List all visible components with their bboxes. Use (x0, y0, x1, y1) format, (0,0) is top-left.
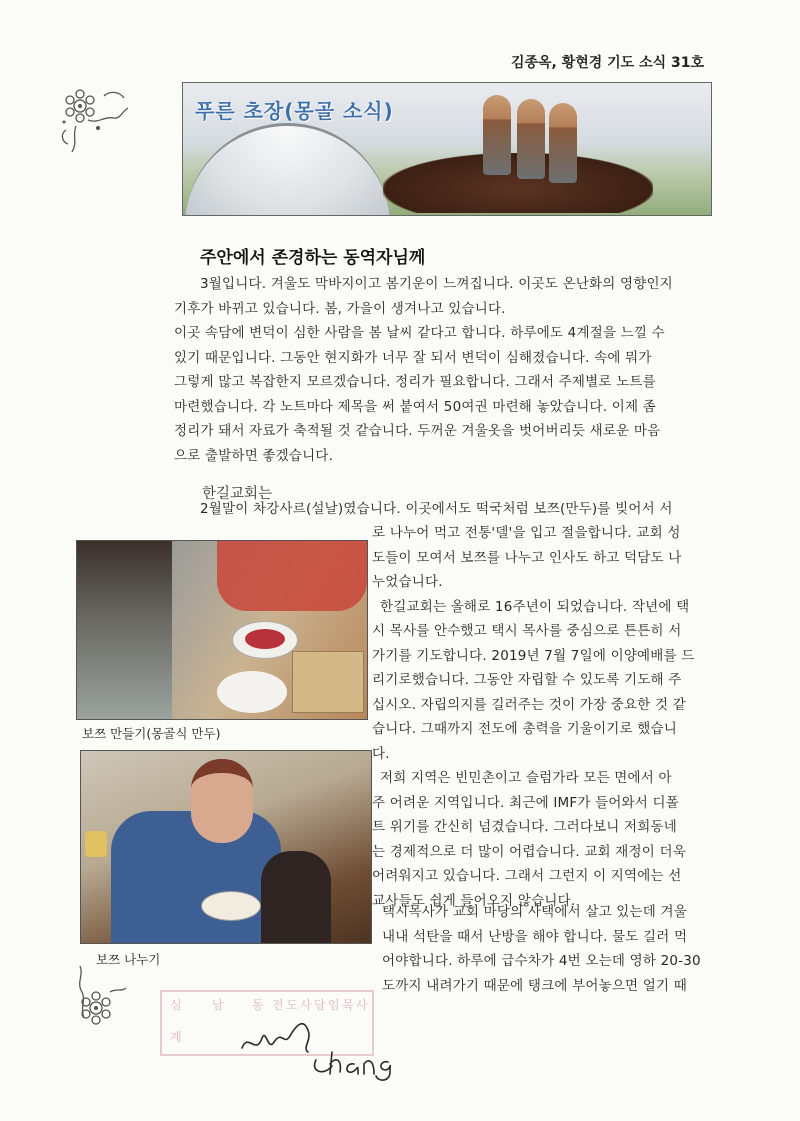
text-line: 가기를 기도합니다. 2019년 7월 7일에 이양예배를 드 (372, 647, 695, 664)
text-line: 2월말이 차강사르(설날)였습니다. 이곳에서도 떡국처럼 보쯔(만두)를 빚어서 서 (200, 501, 673, 517)
text-line: 트 위기를 간신히 넘겼습니다. 그러다보니 저희동네 (372, 819, 678, 835)
stamp-char: 남 (212, 998, 224, 1012)
text-line: 정리가 돼서 자료가 축적될 것 같습니다. 두꺼운 겨울옷을 벗어버리듯 새로운 마음 (174, 423, 661, 439)
stamp-char: 동 (252, 998, 264, 1012)
stamp-char: 사 (356, 998, 368, 1012)
face-shape (191, 759, 253, 843)
newsletter-issue-line: 김종옥, 황현경 기도 소식 31호 (510, 55, 704, 71)
stamp-char: 임 (328, 998, 340, 1012)
dough-plate-shape (217, 671, 287, 713)
text-line: 이곳 속담에 변덕이 심한 사람을 봄 날씨 같다고 합니다. 하루에도 4계절을 느낄 수 (174, 325, 665, 341)
meat-filling-shape (245, 629, 285, 649)
person-shape (77, 541, 172, 719)
text-line: 마련했습니다. 각 노트마다 제목을 써 붙여서 50여권 마련해 놓았습니다. 이제 좀 (174, 398, 656, 415)
text-line: 도들이 모여서 보쯔를 나누고 인사도 하고 덕담도 나 (372, 549, 682, 566)
text-line: 내내 석탄을 때서 난방을 해야 합니다. 물도 길러 먹 (382, 928, 688, 945)
greeting-heading: 주안에서 존경하는 동역자님께 (200, 248, 426, 268)
handwritten-signature (238, 1012, 408, 1082)
floral-ornament-top-icon (58, 86, 128, 156)
stamp-char: 목 (342, 998, 354, 1012)
banner-image (182, 82, 712, 216)
text-line: 리기로했습니다. 그동안 자립할 수 있도록 기도해 주 (372, 672, 682, 688)
red-garment-shape (217, 541, 367, 611)
photo-caption: 보쯔 나누기 (96, 952, 161, 967)
text-line: 3월입니다. 겨울도 막바지이고 봄기운이 느껴집니다. 이곳도 온난화의 영향인지 (200, 276, 673, 292)
stamp-char: 전 (272, 998, 284, 1012)
ger-tent-image (185, 123, 390, 216)
text-line: 십시오. 자립의지를 길러주는 것이 가장 중요한 것 같 (372, 696, 686, 713)
cup-shape (85, 831, 107, 857)
text-line: 는 경제적으로 더 많이 어렵습니다. 교회 재정이 더욱 (372, 843, 686, 860)
text-line: 그렇게 많고 복잡한지 모르겠습니다. 정리가 필요합니다. 그래서 주제별로 노트를 (174, 374, 656, 390)
text-line: 택시목사가 교회 마당의 사택에서 살고 있는데 겨울 (382, 904, 688, 920)
text-line: 기후가 바뀌고 있습니다. 봄, 가을이 생겨나고 있습니다. (174, 300, 506, 317)
photo-caption: 보쯔 만들기(몽골식 만두) (82, 726, 221, 741)
church-column-text (372, 521, 712, 913)
stamp-char: 심 (170, 998, 182, 1012)
stamp-char: 계 (170, 1030, 182, 1044)
text-line: 있기 때문입니다. 그동안 현지화가 너무 잘 되서 변덕이 심해졌습니다. 속에 뭐가 (174, 349, 652, 366)
church-bottom-text (382, 900, 722, 998)
stamp-char: 담 (314, 998, 326, 1012)
floral-ornament-bottom-icon (70, 962, 130, 1032)
text-line: 한길교회는 올해로 16주년이 되었습니다. 작년에 택 (380, 598, 690, 615)
church-first-line (200, 497, 673, 522)
text-line: 으로 출발하면 좋겠습니다. (174, 447, 334, 464)
banner-title: 푸른 초장(몽골 소식) (195, 99, 394, 123)
text-line: 저희 지역은 빈민촌이고 슬럼가라 모든 면에서 아 (380, 770, 672, 786)
child-figure (483, 95, 511, 175)
sharing-dumplings-photo (80, 750, 372, 944)
stamp-char: 사 (300, 998, 312, 1012)
stamp-char: 도 (286, 998, 298, 1012)
text-line: 습니다. 그때까지 전도에 총력을 기울이기로 했습니 (372, 721, 678, 737)
text-line: 시 목사를 안수했고 택시 목사를 중심으로 튼튼히 서 (372, 623, 682, 639)
making-dumplings-photo (76, 540, 368, 720)
text-line: 도까지 내려가기 때문에 탱크에 부어놓으면 얼기 때 (382, 977, 688, 994)
child-figure (549, 103, 577, 183)
dumpling-tray-shape (292, 651, 364, 713)
text-line: 다. (372, 745, 390, 762)
child-figure (517, 99, 545, 179)
intro-paragraph (174, 272, 719, 468)
text-line: 교사들도 쉽게 들어오지 않습니다. (372, 892, 576, 909)
church-section-heading: 한길교회는 (202, 486, 273, 502)
text-line: 로 나누어 먹고 전통'델'을 입고 절을합니다. 교회 성 (372, 525, 681, 541)
text-line: 누었습니다. (372, 574, 443, 590)
text-line: 어려워지고 있습니다. 그래서 그런지 이 지역에는 선 (372, 868, 682, 884)
child-shape (261, 851, 331, 943)
plate-shape (201, 891, 261, 921)
text-line: 어야합니다. 하루에 급수차가 4번 오는데 영하 20-30 (382, 953, 701, 969)
text-line: 주 어려운 지역입니다. 최근에 IMF가 들어와서 디폴 (372, 794, 680, 811)
